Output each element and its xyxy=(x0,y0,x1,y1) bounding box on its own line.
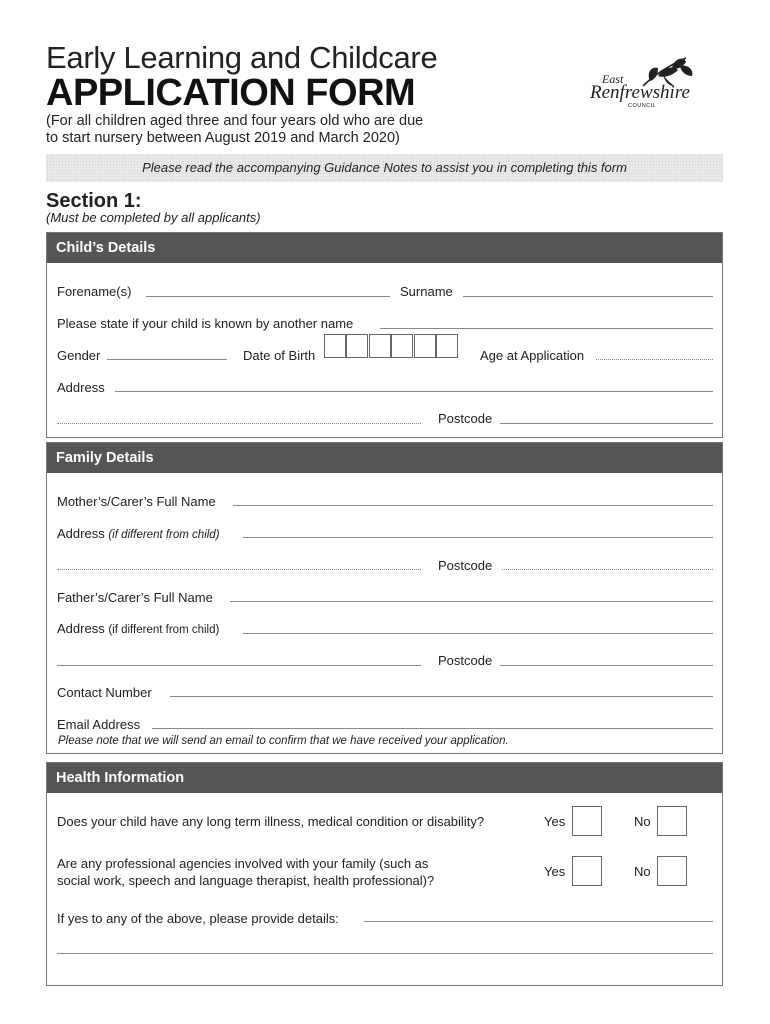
email-label: Email Address xyxy=(57,717,141,732)
q1-yes-checkbox[interactable] xyxy=(572,806,602,836)
mother-name-label: Mother’s/Carer’s Full Name xyxy=(57,494,216,509)
gender-label: Gender xyxy=(57,348,101,363)
form-title-line1: Early Learning and Childcare xyxy=(46,40,438,75)
q2-no-label: No xyxy=(634,864,651,879)
mother-address-field-2[interactable] xyxy=(57,569,421,570)
dob-box-1[interactable] xyxy=(324,334,346,358)
dob-box-2[interactable] xyxy=(346,334,368,358)
surname-label: Surname xyxy=(400,284,453,299)
address-field[interactable] xyxy=(115,391,713,392)
father-postcode-label: Postcode xyxy=(438,653,493,668)
address-label: Address xyxy=(57,380,105,395)
father-address-field-2[interactable] xyxy=(57,665,421,666)
q1-yes-label: Yes xyxy=(544,814,566,829)
mother-name-field[interactable] xyxy=(233,505,713,506)
contact-label: Contact Number xyxy=(57,685,152,700)
age-label: Age at Application xyxy=(480,348,585,363)
dob-label: Date of Birth xyxy=(243,348,316,363)
other-name-field[interactable] xyxy=(380,328,713,329)
father-address-text: Address xyxy=(57,621,105,636)
health-q2-line2: social work, speech and language therapist, health professional)? xyxy=(57,873,435,888)
section-title: Section 1: xyxy=(46,190,142,212)
postcode-field[interactable] xyxy=(500,423,713,424)
forename-field[interactable] xyxy=(146,296,390,297)
email-note: Please note that we will send an email to confirm that we have received your application. xyxy=(58,735,509,747)
contact-field[interactable] xyxy=(170,696,713,697)
health-info-heading: Health Information xyxy=(47,763,722,793)
father-name-label: Father’s/Carer’s Full Name xyxy=(57,590,213,605)
logo-text-council: COUNCIL xyxy=(628,103,657,109)
q2-yes-label: Yes xyxy=(544,864,566,879)
forename-label: Forename(s) xyxy=(57,284,132,299)
father-address-note: (if different from child) xyxy=(108,624,220,636)
logo-text-main: Renfrewshire xyxy=(590,82,690,103)
health-q2 xyxy=(57,855,434,889)
father-address-field[interactable] xyxy=(243,633,713,634)
gender-field[interactable] xyxy=(107,359,227,360)
dob-box-6[interactable] xyxy=(436,334,458,358)
postcode-label: Postcode xyxy=(438,411,493,426)
mother-address-label xyxy=(57,526,220,541)
mother-address-field[interactable] xyxy=(243,537,713,538)
health-q2-line1: Are any professional agencies involved with your family (such as xyxy=(57,856,429,871)
dob-box-3[interactable] xyxy=(369,334,391,358)
details-field[interactable] xyxy=(364,921,713,922)
surname-field[interactable] xyxy=(463,296,713,297)
age-field[interactable] xyxy=(596,359,713,360)
council-logo xyxy=(588,52,713,112)
family-details-heading: Family Details xyxy=(47,443,722,473)
father-name-field[interactable] xyxy=(230,601,713,602)
health-q1: Does your child have any long term illness, medical condition or disability? xyxy=(57,814,485,829)
details-label: If yes to any of the above, please provide details: xyxy=(57,911,339,926)
subtitle-line2: to start nursery between August 2019 and March 2020) xyxy=(46,130,400,146)
q1-no-checkbox[interactable] xyxy=(657,806,687,836)
section-subtitle: (Must be completed by all applicants) xyxy=(46,210,261,225)
q2-no-checkbox[interactable] xyxy=(657,856,687,886)
subtitle-line1: (For all children aged three and four years old who are due xyxy=(46,113,424,129)
form-subtitle xyxy=(46,113,486,147)
mother-postcode-field[interactable] xyxy=(502,569,713,570)
address-field-2[interactable] xyxy=(57,423,421,424)
q1-no-label: No xyxy=(634,814,651,829)
logo-text-east: East xyxy=(602,72,624,86)
father-postcode-field[interactable] xyxy=(500,665,713,666)
childs-details-heading: Child’s Details xyxy=(47,233,722,263)
mother-address-note: (if different from child) xyxy=(108,529,220,541)
mother-address-text: Address xyxy=(57,526,105,541)
dob-box-4[interactable] xyxy=(391,334,413,358)
mother-postcode-label: Postcode xyxy=(438,558,493,573)
dob-box-5[interactable] xyxy=(414,334,436,358)
other-name-label: Please state if your child is known by another name xyxy=(57,316,354,331)
q2-yes-checkbox[interactable] xyxy=(572,856,602,886)
email-field[interactable] xyxy=(152,728,713,729)
father-address-label xyxy=(57,621,219,636)
guidance-banner: Please read the accompanying Guidance Notes to assist you in completing this form xyxy=(46,154,723,182)
form-title-line2: APPLICATION FORM xyxy=(46,72,416,114)
details-field-2[interactable] xyxy=(57,953,713,954)
